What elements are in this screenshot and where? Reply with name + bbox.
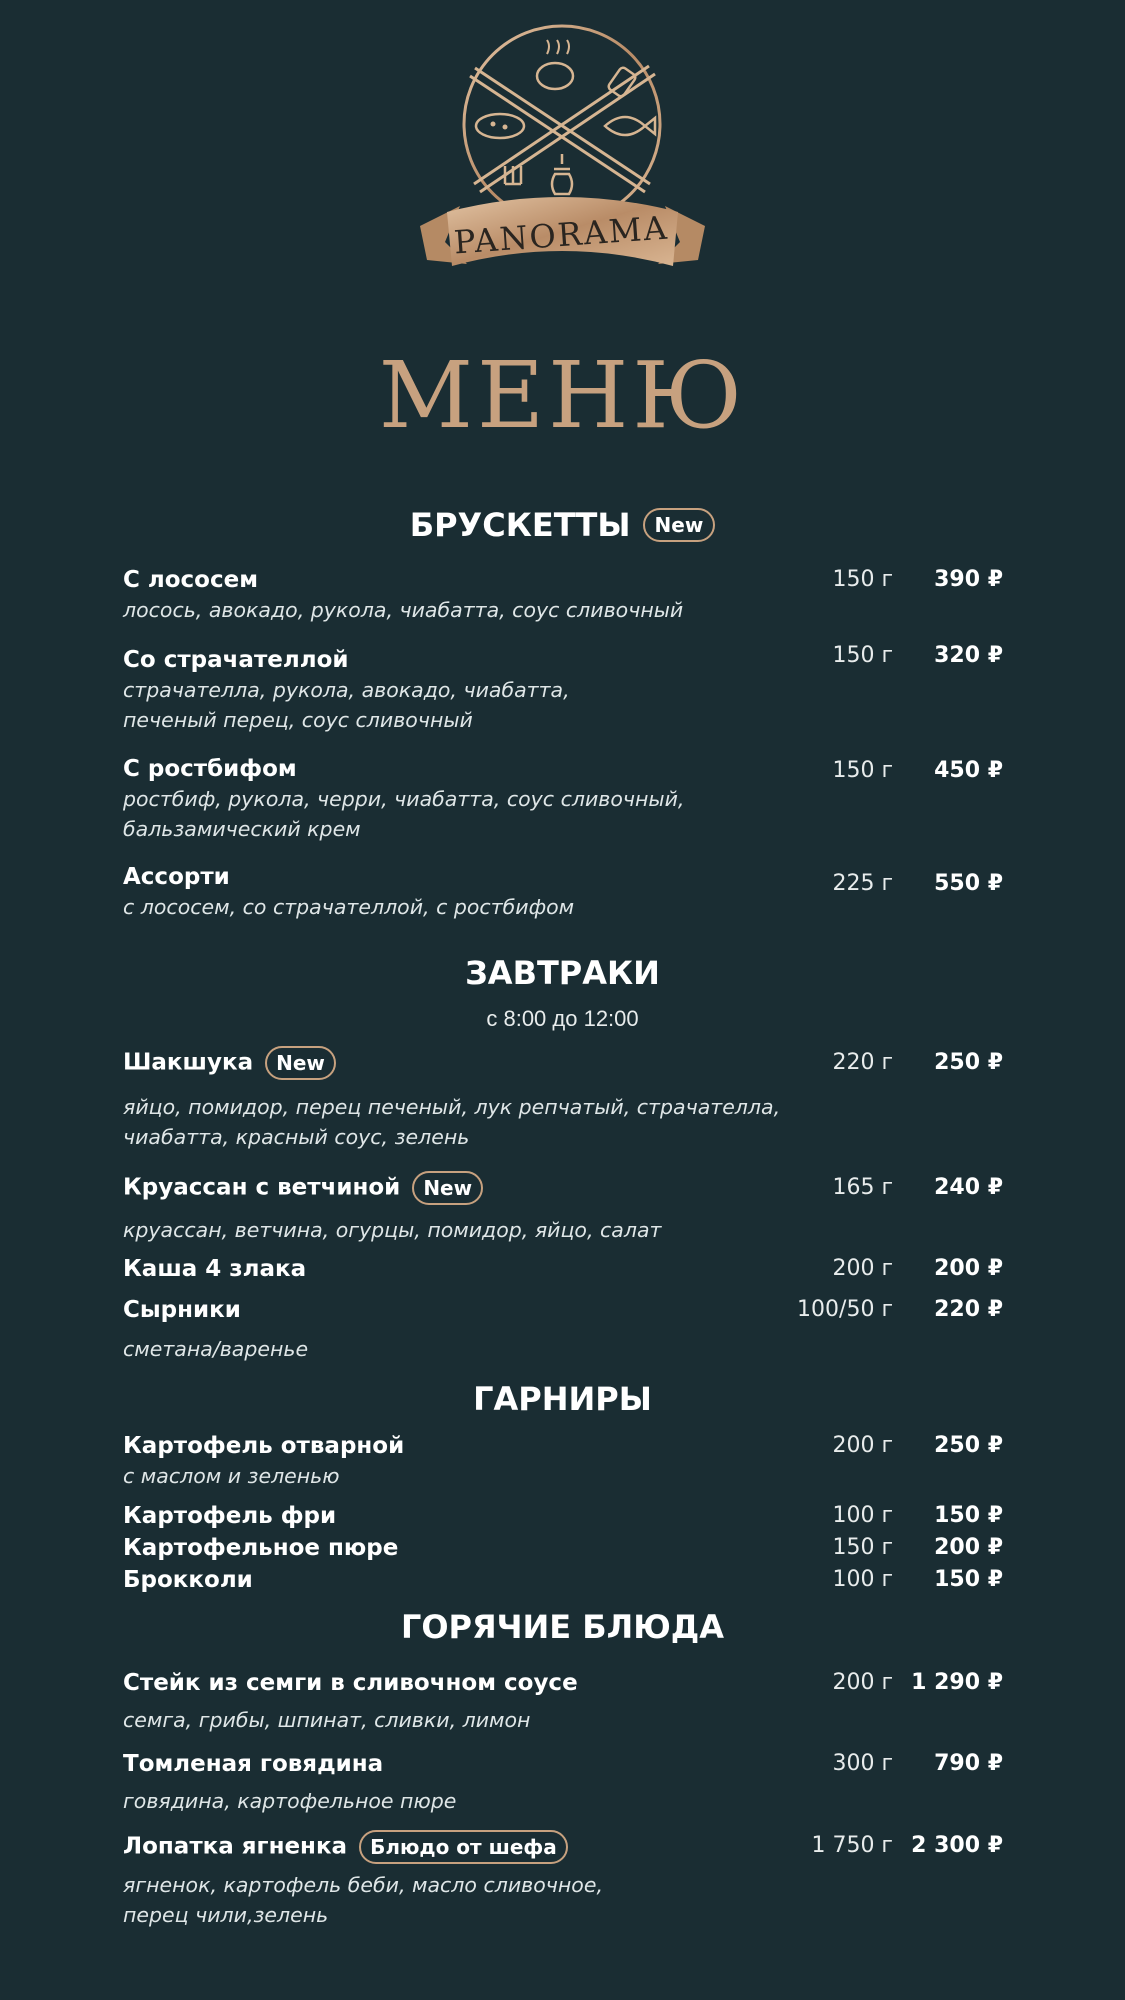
menu-item-broccoli — [123, 1566, 1003, 1594]
item-price: 200 ₽ — [934, 1256, 1003, 1281]
menu-item-porridge — [123, 1255, 1003, 1283]
item-name: Лопатка ягненка Блюдо от шефа — [123, 1830, 1003, 1864]
menu-item-puree — [123, 1534, 1003, 1562]
item-price: 320 ₽ — [934, 643, 1003, 668]
item-name: Картофель фри — [123, 1503, 337, 1529]
item-desc: ягненок, картофель беби, масло сливочное, — [123, 1873, 603, 1897]
item-price: 450 ₽ — [934, 758, 1003, 783]
item-weight: 1 750 г — [811, 1833, 893, 1858]
item-desc: печеный перец, соус сливочный — [123, 708, 473, 732]
item-desc: круассан, ветчина, огурцы, помидор, яйцо, салат — [123, 1218, 662, 1242]
new-badge: New — [643, 508, 716, 542]
item-name: С ростбифом — [123, 756, 297, 782]
item-name: Сырники — [123, 1297, 241, 1323]
item-price: 390 ₽ — [934, 567, 1003, 592]
panorama-logo — [405, 14, 720, 314]
section-title-bruschetta: БРУСКЕТТЫ New — [0, 507, 1125, 542]
item-weight: 100/50 г — [797, 1297, 893, 1322]
new-badge: New — [412, 1171, 483, 1205]
item-desc: семга, грибы, шпинат, сливки, лимон — [123, 1708, 531, 1732]
menu-item-croissant — [123, 1171, 1003, 1245]
section-title-sides: ГАРНИРЫ — [473, 1380, 652, 1418]
item-price: 200 ₽ — [934, 1535, 1003, 1560]
item-name: Стейк из семги в сливочном соусе — [123, 1670, 578, 1696]
item-name: Ассорти — [123, 864, 230, 890]
item-weight: 100 г — [832, 1503, 893, 1528]
breakfast-hours: с 8:00 до 12:00 — [486, 1006, 639, 1031]
item-desc: лосось, авокадо, рукола, чиабатта, соус сливочный — [123, 598, 684, 622]
menu-item-salmon-steak — [123, 1669, 1003, 1735]
chef-badge: Блюдо от шефа — [359, 1830, 568, 1864]
section-title-breakfast: ЗАВТРАКИ — [465, 954, 660, 992]
item-price: 150 ₽ — [934, 1567, 1003, 1592]
item-price: 250 ₽ — [934, 1050, 1003, 1075]
item-desc: ростбиф, рукола, черри, чиабатта, соус сливочный, — [123, 787, 685, 811]
menu-title: МЕНЮ — [378, 342, 747, 449]
svg-text:PANORAMA: PANORAMA — [452, 208, 670, 262]
menu-item-assorti — [123, 863, 1003, 922]
item-price: 220 ₽ — [934, 1297, 1003, 1322]
item-name: Томленая говядина — [123, 1751, 384, 1777]
item-name: Картофель отварной — [123, 1433, 405, 1459]
item-price: 250 ₽ — [934, 1433, 1003, 1458]
menu-item-fries — [123, 1502, 1003, 1530]
new-badge: New — [265, 1046, 336, 1080]
item-weight: 200 г — [832, 1433, 893, 1458]
item-weight: 150 г — [832, 643, 893, 668]
item-price: 790 ₽ — [934, 1751, 1003, 1776]
item-weight: 100 г — [832, 1567, 893, 1592]
item-name: Картофельное пюре — [123, 1535, 399, 1561]
item-desc: перец чили,зелень — [123, 1903, 329, 1927]
item-weight: 200 г — [832, 1670, 893, 1695]
item-name: Брокколи — [123, 1567, 253, 1593]
menu-item-beef — [123, 1750, 1003, 1816]
item-weight: 300 г — [832, 1751, 893, 1776]
item-weight: 220 г — [832, 1050, 893, 1075]
item-price: 1 290 ₽ — [911, 1670, 1003, 1695]
item-weight: 225 г — [832, 871, 893, 896]
menu-item-roastbeef — [123, 755, 1003, 844]
item-desc: говядина, картофельное пюре — [123, 1789, 457, 1813]
item-weight: 165 г — [832, 1175, 893, 1200]
item-name: Со страчателлой — [123, 647, 349, 673]
item-price: 150 ₽ — [934, 1503, 1003, 1528]
menu-item-shakshuka — [123, 1046, 1003, 1152]
item-desc: яйцо, помидор, перец печеный, лук репчатый, страчателла, — [123, 1095, 781, 1119]
item-desc: с маслом и зеленью — [123, 1464, 340, 1488]
item-weight: 150 г — [832, 1535, 893, 1560]
item-price: 2 300 ₽ — [911, 1833, 1003, 1858]
item-price: 240 ₽ — [934, 1175, 1003, 1200]
item-desc: сметана/варенье — [123, 1337, 309, 1361]
item-weight: 150 г — [832, 758, 893, 783]
item-desc: чиабатта, красный соус, зелень — [123, 1125, 470, 1149]
item-desc: с лососем, со страчателлой, с ростбифом — [123, 895, 575, 919]
menu-item-lamb — [123, 1830, 1003, 1930]
item-name: Каша 4 злака — [123, 1256, 307, 1282]
section-title-hot: ГОРЯЧИЕ БЛЮДА — [400, 1608, 725, 1646]
item-name: Шакшука New — [123, 1046, 1003, 1080]
item-desc: бальзамический крем — [123, 817, 361, 841]
menu-item-syrniki — [123, 1296, 1003, 1364]
menu-item-potato-boiled — [123, 1432, 1003, 1491]
menu-item-salmon — [123, 566, 1003, 625]
item-name: С лососем — [123, 567, 259, 593]
item-weight: 150 г — [832, 567, 893, 592]
item-desc: страчателла, рукола, авокадо, чиабатта, — [123, 678, 570, 702]
item-weight: 200 г — [832, 1256, 893, 1281]
item-name: Круассан с ветчиной New — [123, 1171, 1003, 1205]
menu-item-stracciatella — [123, 643, 1003, 735]
item-price: 550 ₽ — [934, 871, 1003, 896]
